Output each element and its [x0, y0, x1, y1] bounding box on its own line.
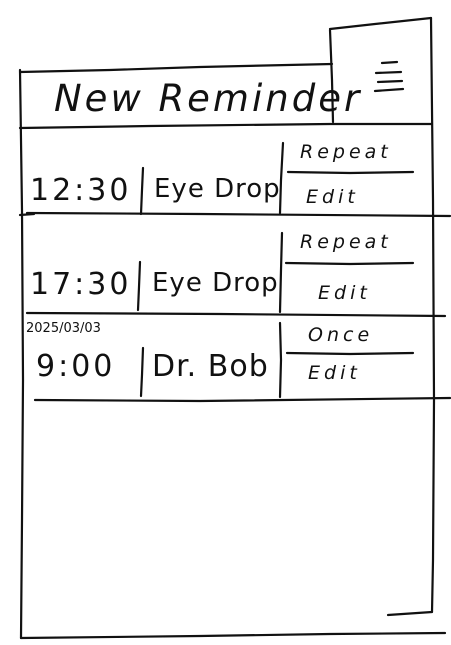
reminder-row[interactable] [20, 128, 430, 218]
edit-button[interactable]: Edit [308, 362, 361, 384]
once-button[interactable]: Once [308, 324, 374, 346]
reminder-time: 9:00 [36, 349, 116, 384]
reminder-row[interactable] [20, 318, 430, 408]
reminder-label: Eye Drop [154, 174, 281, 204]
reminder-label: Eye Drop [152, 268, 279, 298]
reminder-label: Dr. Bob [152, 349, 269, 384]
reminder-time: 17:30 [30, 267, 132, 302]
reminder-row[interactable] [20, 220, 430, 310]
menu-button[interactable] [335, 35, 430, 123]
reminder-time: 12:30 [30, 173, 132, 208]
hamburger-menu-icon [335, 35, 430, 123]
repeat-button[interactable]: Repeat [300, 231, 392, 253]
edit-button[interactable]: Edit [306, 186, 359, 208]
edit-button[interactable]: Edit [318, 282, 371, 304]
reminder-date: 2025/03/03 [26, 321, 101, 336]
page-title: New Reminder [54, 77, 363, 120]
repeat-button[interactable]: Repeat [300, 141, 392, 163]
